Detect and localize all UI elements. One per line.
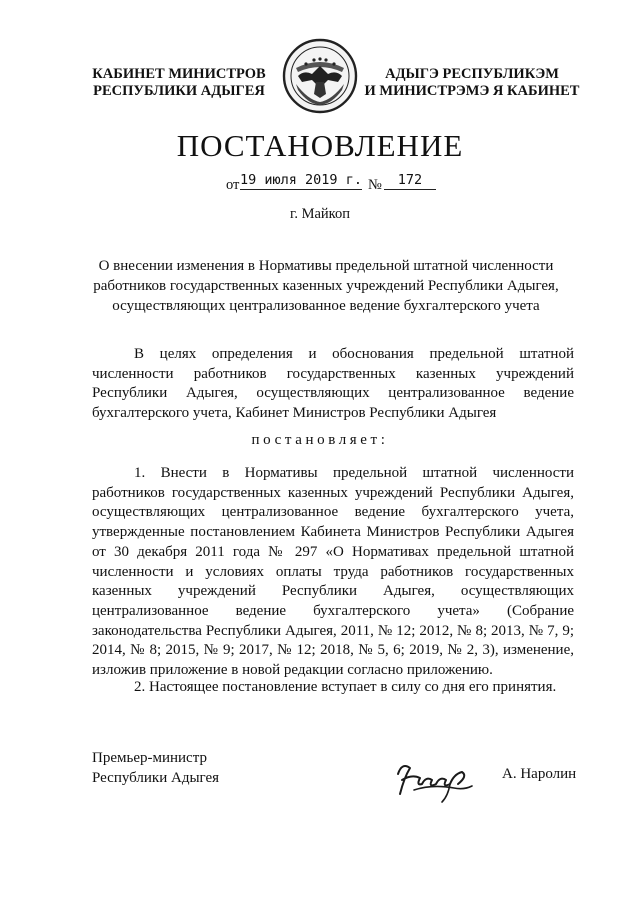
city-line: г. Майкоп (290, 206, 350, 222)
document-title: ПОСТАНОВЛЕНИЕ (176, 128, 464, 163)
coat-of-arms-emblem-icon (282, 38, 358, 114)
preamble-paragraph: В целях определения и обоснования предельной штатной численности работников государственных казенных учреждений Республики Адыгея, осуществляющих централизованное ведение бухгалтерского учета, Кабинет Министров Республики Адыгея (92, 346, 574, 422)
signer-position (92, 748, 219, 788)
header-left-line-1: КАБИНЕТ МИНИСТРОВ (92, 66, 266, 82)
signer-name: А. Наролин (502, 766, 577, 782)
date-prefix: от (226, 177, 240, 193)
clause-1-paragraph: 1. Внести в Нормативы предельной штатной численности работников государственных казенных учреждений Республики Адыгея, осуществляющих централизованное ведение бухгалтерского учета, утвержденные постановлением Кабинета Министров Республики Адыгея от 30 декабря 2011 года № 297 «О Нормативах предельной штатной численности и условиях оплаты труда работников государственных казенных учреждений Республики Адыгея, осуществляющих централизованное ведение бухгалтерского учета» (Собрание законодательства Республики Адыгея, 2011, № 12; 2012, № 8; 2013, № 7, 9; 2014, № 8; 2015, № 9; 2017, № 12; 2018, № 5, 6; 2019, № 2, 3), изменение, изложив приложение в новой редакции согласно приложению. (92, 465, 574, 679)
decree-word: постановляет: (251, 432, 389, 448)
date-number-line (0, 172, 640, 196)
handwritten-signature (392, 754, 478, 804)
header-right-line-2: И МИНИСТРЭМЭ Я КАБИНЕТ (364, 83, 580, 99)
signer-position-line-2: Республики Адыгея (92, 770, 220, 786)
header-right-line-1: АДЫГЭ РЕСПУБЛИКЭМ (385, 66, 559, 82)
header-right (364, 66, 580, 100)
clause-2-paragraph: 2. Настоящее постановление вступает в силу со дня его принятия. (134, 679, 557, 695)
signer-position-line-1: Премьер-министр (92, 750, 207, 766)
decree-date: 19 июля 2019 г. (240, 172, 362, 188)
decree-number: 172 (384, 172, 436, 190)
header-left (88, 66, 270, 100)
number-label: № (368, 177, 382, 193)
header-left-line-2: РЕСПУБЛИКИ АДЫГЕЯ (93, 83, 265, 99)
decree-subject: О внесении изменения в Нормативы предельной штатной численности работников государственных казенных учреждений Республики Адыгея, осуществляющих централизованное ведение бухгалтерского учета (93, 258, 559, 314)
